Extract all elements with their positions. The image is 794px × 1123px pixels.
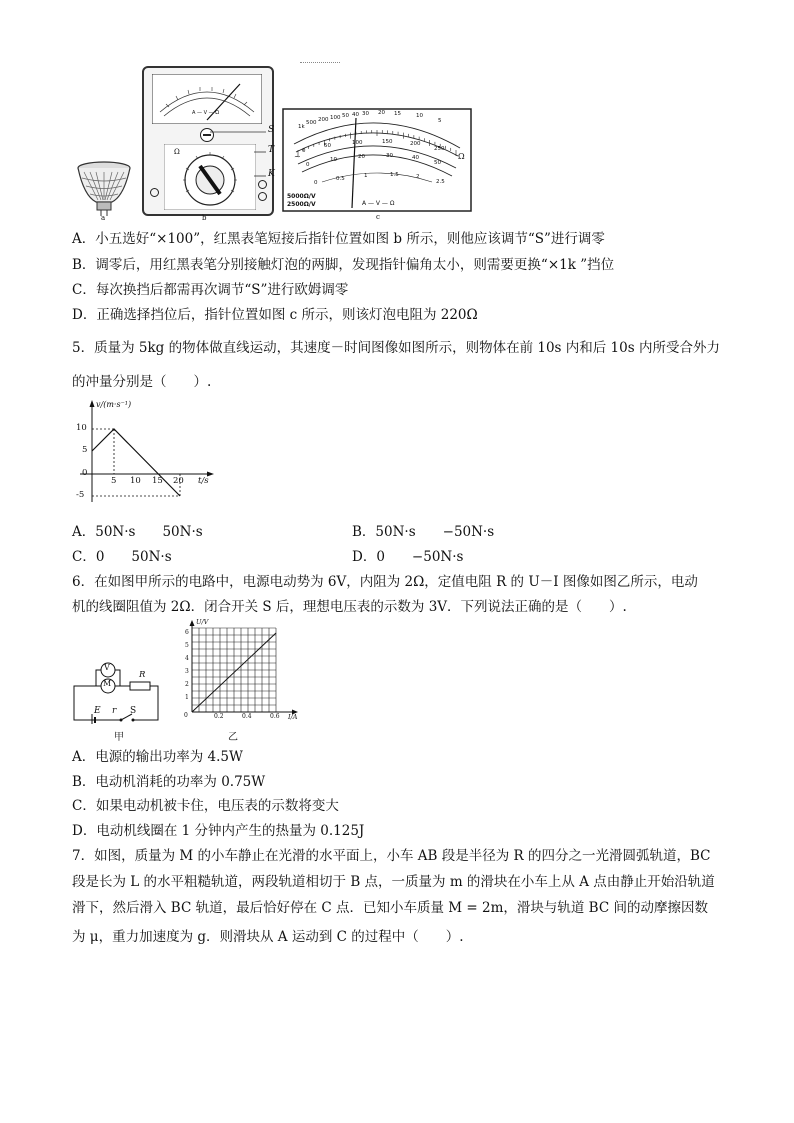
dc-tick-150: 150: [382, 139, 393, 145]
meter-info-1: 5000Ω/V: [287, 193, 316, 200]
q5-option-a: A．50N·s 50N·s: [72, 524, 203, 540]
fig-c-caption: c: [376, 213, 380, 221]
q5-stem-line1: 5．质量为 5kg 的物体做直线运动，其速度－时间图像如图所示，则物体在前 10s 内和后 10s 内所受合外力: [72, 340, 720, 356]
q6-option-a: A．电源的输出功率为 4.5W: [72, 749, 243, 765]
q6-option-d: D．电动机线圈在 1 分钟内产生的热量为 0.125J: [72, 823, 365, 839]
ohm-tick-20: 20: [378, 110, 385, 116]
dc-scale-ticks: [302, 140, 452, 152]
ac-tick-1: 1: [364, 173, 368, 179]
q6-x-tick-0-2: 0.2: [214, 713, 224, 720]
q6-stem-line1: 6．在如图甲所示的电路中，电源电动势为 6V，内阻为 2Ω，定值电阻 R 的 U－I 图像如图乙所示，电动: [72, 574, 698, 590]
ohm-scale-ticks: [298, 110, 458, 130]
ohm-tick-5: 5: [438, 118, 442, 124]
dc-tick-100: 100: [352, 140, 363, 146]
ohm-tick-40: 40: [352, 112, 359, 118]
q6-option-c: C．如果电动机被卡住，电压表的示数将变大: [72, 798, 339, 814]
fig-b-caption: b: [202, 214, 207, 222]
q6-x-tick-0-6: 0.6: [270, 713, 280, 720]
label-s: S: [268, 125, 275, 135]
q6-ui-graph: [178, 620, 308, 744]
q4-option-d: D．正确选择挡位后，指针位置如图 c 所示，则该灯泡电阻为 220Ω: [72, 307, 478, 323]
q6-stem-line2: 机的线圈阻值为 2Ω．闭合开关 S 后，理想电压表的示数为 3V．下列说法正确的是（ ）.: [72, 599, 627, 615]
q7-line3: 滑下，然后滑入 BC 轨道，最后恰好停在 C 点．已知小车质量 M = 2m，滑块与轨道 BC 间的动摩擦因数: [72, 900, 708, 916]
label-t: T: [268, 145, 275, 155]
q6-graph-caption: 乙: [228, 732, 238, 743]
q6-y-tick-5: 5: [185, 642, 189, 649]
switch-label: S: [130, 706, 137, 716]
volt-tick-40: 40: [412, 155, 419, 161]
q6-y-tick-6: 6: [185, 629, 189, 636]
q5-y-tick-neg5: -5: [76, 490, 85, 500]
volt-scale-ticks: [306, 154, 452, 166]
tilde-label: ~: [294, 152, 301, 161]
ac-tick-0: 0: [314, 180, 318, 186]
ac-tick-2: 2: [416, 174, 420, 180]
jack-1: [150, 188, 159, 197]
q5-x-tick-20: 20: [173, 476, 184, 486]
label-k: K: [268, 169, 275, 179]
meter-scale-label: A — V — Ω: [192, 110, 220, 116]
ac-scale-ticks: [314, 172, 450, 186]
q6-y-tick-2: 2: [185, 681, 189, 688]
q4-figure-row: [70, 60, 490, 228]
q6-y-tick-1: 1: [185, 694, 189, 701]
volt-tick-0: 0: [306, 162, 310, 168]
q6-x-tick-0-4: 0.4: [242, 713, 252, 720]
ohm-tick-50: 50: [342, 113, 349, 119]
q5-option-d: D．0 −50N·s: [352, 549, 464, 565]
q7-line2: 段是长为 L 的水平粗糙轨道，两段轨道相切于 B 点，一质量为 m 的滑块在小车上从 A 点由静止开始沿轨道: [72, 874, 715, 890]
resistor-label: R: [139, 670, 146, 680]
ac-tick-0-5: 0.5: [336, 176, 345, 182]
q5-origin-label: 0: [82, 468, 88, 478]
q5-option-c: C．0 50N·s: [72, 549, 172, 565]
ohm-tick-15: 15: [394, 111, 401, 117]
voltmeter-label: V: [104, 663, 110, 672]
omega-end-label: Ω: [458, 152, 465, 161]
top-specks: [300, 62, 340, 65]
circuit-caption: 甲: [114, 732, 124, 743]
meter-dial-window: [152, 74, 262, 124]
bulb-figure: [74, 160, 134, 222]
ohm-tick-200: 200: [318, 117, 329, 123]
q5-graph-svg: [70, 398, 220, 510]
volt-tick-20: 20: [358, 154, 365, 160]
q5-y-tick-5: 5: [82, 445, 88, 455]
ac-tick-1-5: 1.5: [390, 172, 399, 178]
volt-tick-50: 50: [434, 160, 441, 166]
q5-option-b: B．50N·s −50N·s: [352, 524, 495, 540]
volt-tick-10: 10: [330, 157, 337, 163]
q7-line1: 7．如图，质量为 M 的小车静止在光滑的水平面上，小车 AB 段是半径为 R 的四分之一光滑圆弧轨道，BC: [72, 848, 711, 864]
q6-y-axis-label: U/V: [196, 618, 209, 626]
ohm-tick-500: 500: [306, 120, 317, 126]
ohm-tick-10: 10: [416, 113, 423, 119]
resistor-symbol: [130, 682, 150, 690]
q6-y-tick-4: 4: [185, 655, 189, 662]
fig-a-caption: a: [101, 214, 106, 222]
dc-tick-200: 200: [410, 141, 421, 147]
q4-option-c: C．每次换挡后都需再次调节“S”进行欧姆调零: [72, 282, 349, 298]
q5-x-tick-15: 15: [152, 476, 163, 486]
ohm-tick-100: 100: [330, 115, 341, 121]
q5-x-tick-10: 10: [130, 476, 141, 486]
motor-label: M: [103, 679, 112, 688]
q5-stem-line2: 的冲量分别是（ ）.: [72, 374, 212, 390]
volt-tick-30: 30: [386, 153, 393, 159]
q5-vt-graph: [70, 398, 220, 510]
q5-x-axis-label: t/s: [198, 476, 209, 486]
dial-left-omega: Ω: [174, 148, 180, 156]
meter-bottom-label: A — V — Ω: [362, 200, 395, 207]
q7-line4: 为 μ，重力加速度为 g．则滑块从 A 运动到 C 的过程中（ ）.: [72, 929, 464, 945]
jack-3: [258, 192, 267, 201]
q6-origin-label: 0: [184, 712, 188, 719]
jack-2: [258, 180, 267, 189]
meter-info-2: 2500Ω/V: [287, 201, 316, 208]
q6-x-axis-label: I/A: [288, 713, 298, 721]
dc-tick-250: 250: [434, 146, 445, 152]
ohm-tick-1k: 1k: [298, 124, 305, 130]
ohm-tick-30: 30: [362, 111, 369, 117]
q5-y-axis-label: v/(m·s⁻¹): [96, 400, 132, 409]
q4-option-b: B．调零后，用红黑表笔分别接触灯泡的两脚，发现指针偏角太小，则需要更换“×1k ”挡位: [72, 257, 615, 273]
q6-graph-svg: [178, 620, 308, 724]
q6-y-tick-3: 3: [185, 668, 189, 675]
emf-label: E: [94, 706, 101, 716]
q5-x-tick-5: 5: [111, 476, 117, 486]
ac-tick-2-5: 2.5: [436, 179, 445, 185]
q4-option-a: A．小五选好“×100”，红黑表笔短接后指针位置如图 b 所示，则他应该调节“S”进行调零: [72, 231, 605, 247]
q6-circuit: [68, 658, 164, 743]
q6-option-b: B．电动机消耗的功率为 0.75W: [72, 774, 266, 790]
dc-tick-0: 0: [302, 148, 306, 154]
q5-y-tick-10: 10: [76, 423, 87, 433]
dc-tick-50: 50: [324, 143, 331, 149]
internal-r-label: r: [112, 706, 117, 716]
